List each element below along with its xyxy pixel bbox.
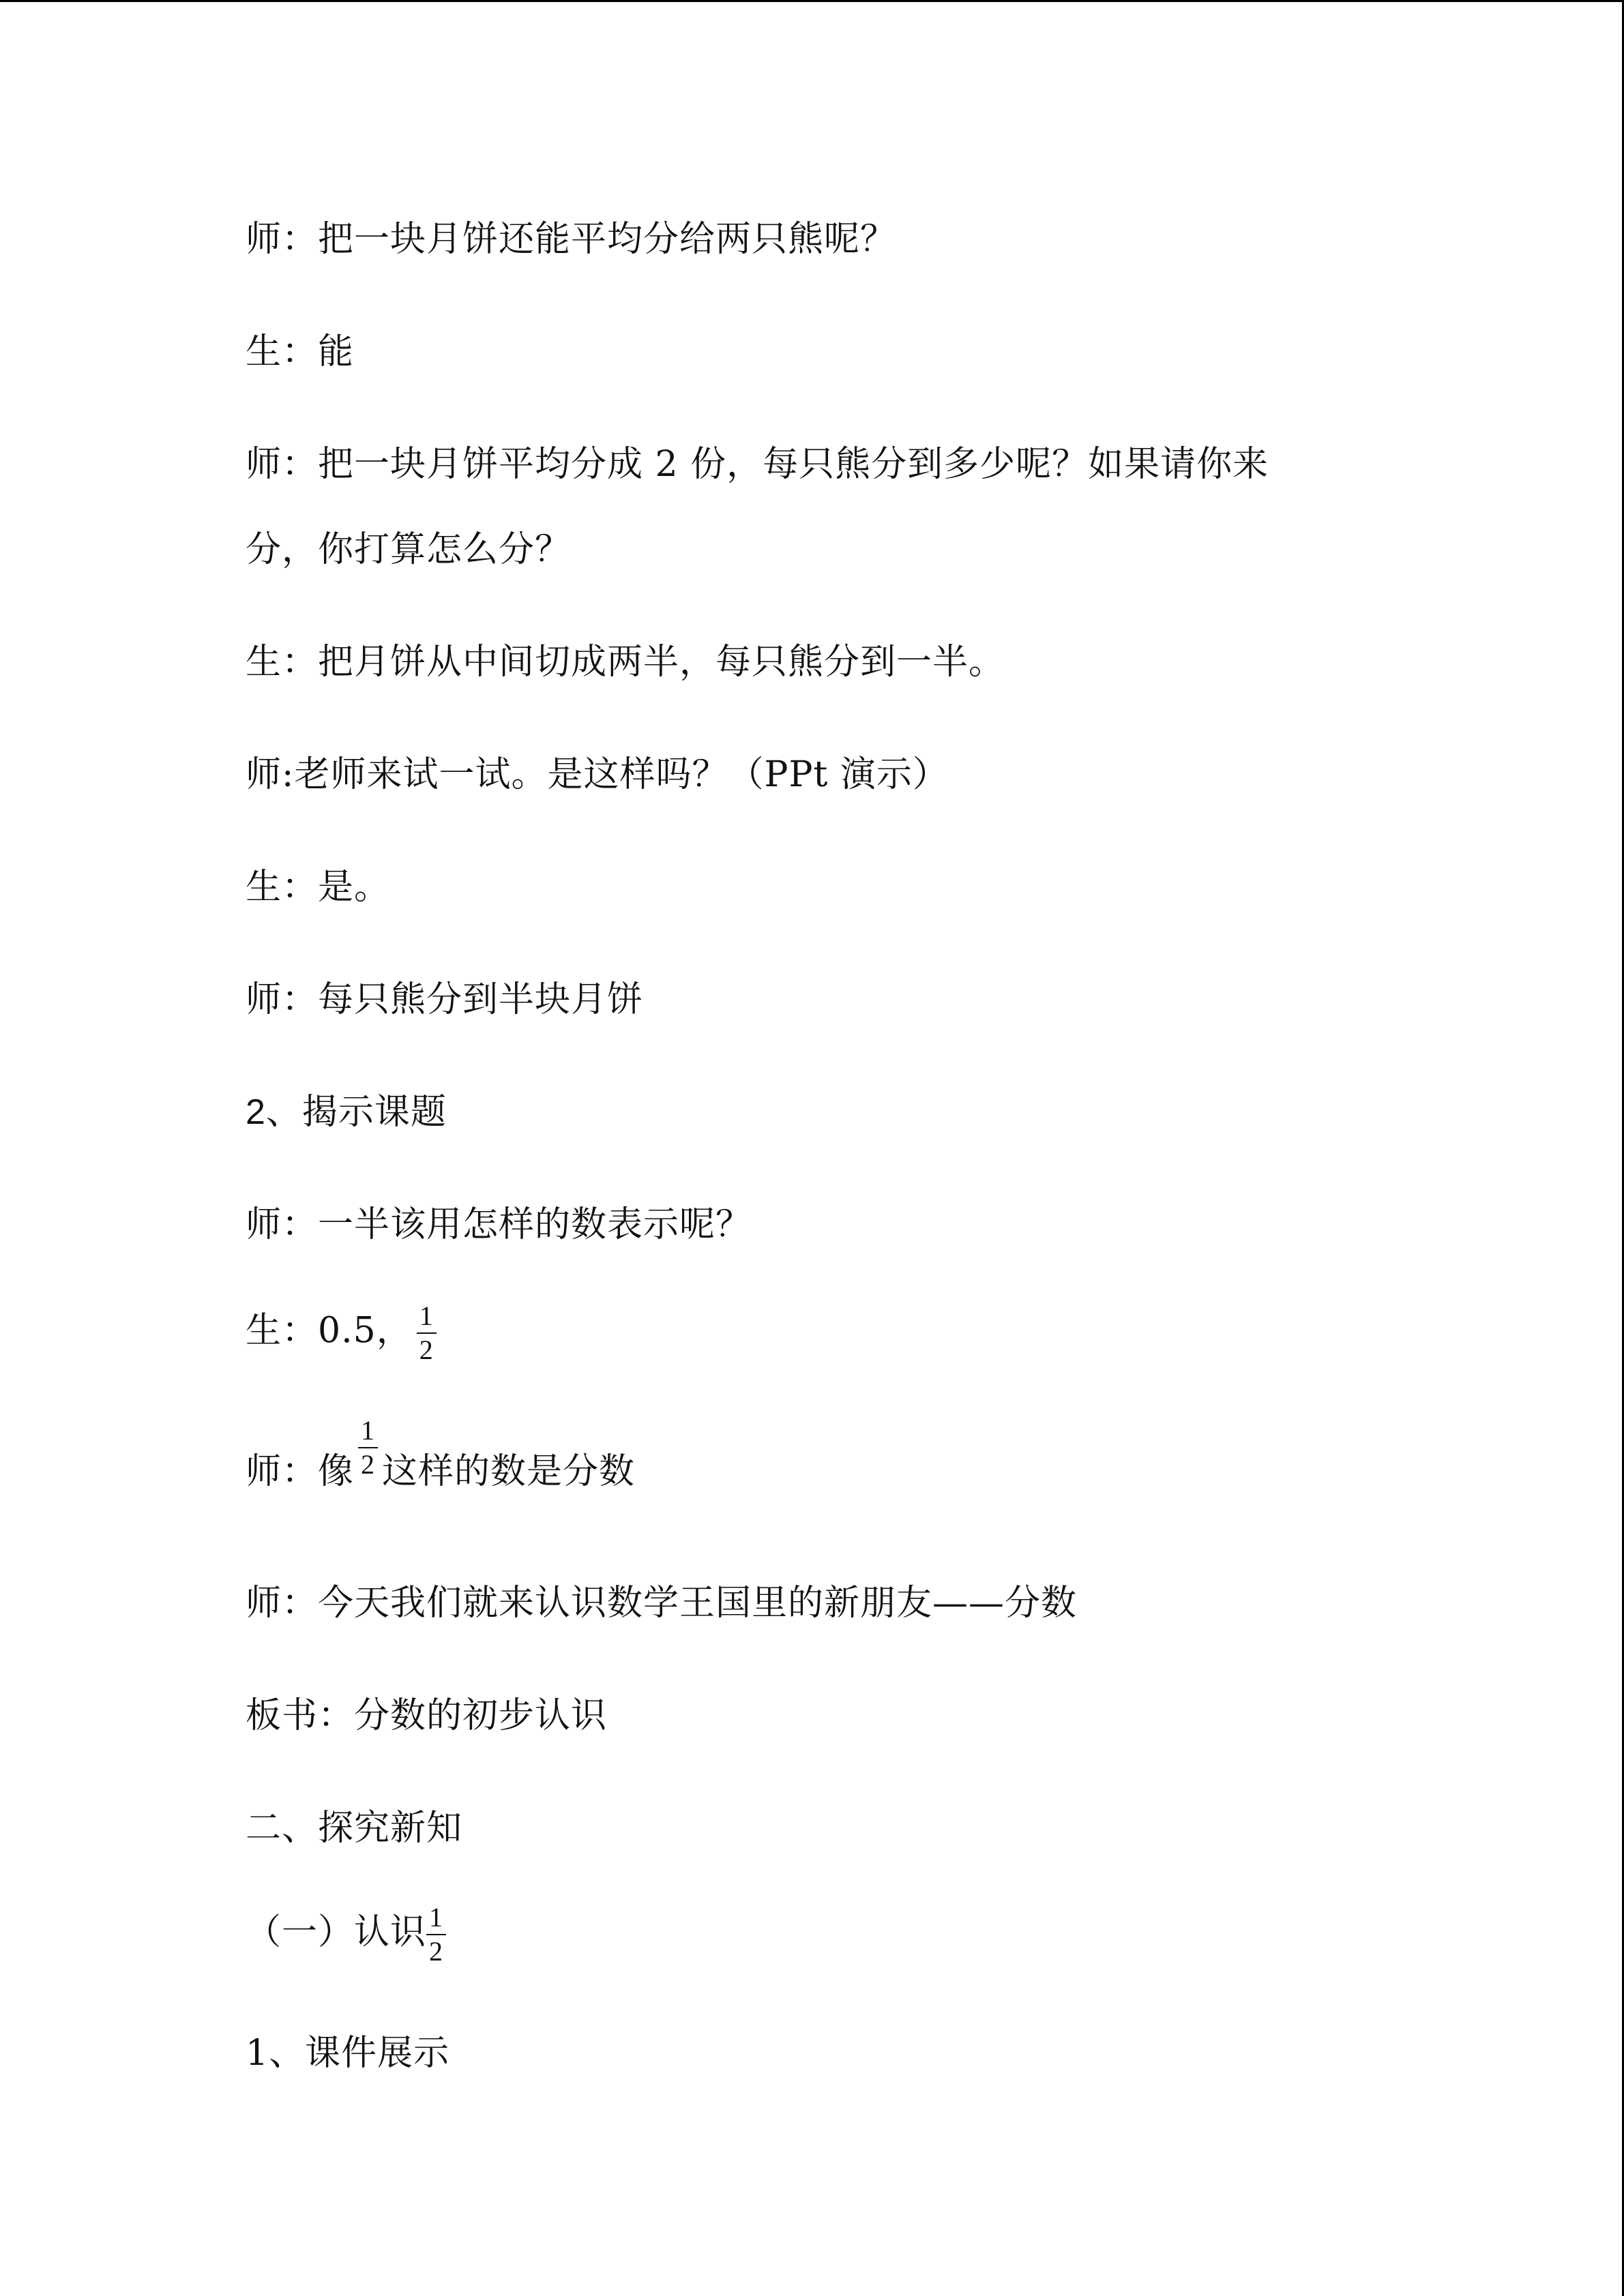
dialogue-line-5: 生：把月饼从中间切成两半，每只熊分到一半。 xyxy=(246,642,1005,683)
dialogue-line-12 xyxy=(246,1415,636,1492)
fraction-numerator: 1 xyxy=(358,1416,378,1448)
fraction-denominator: 2 xyxy=(429,1936,444,1967)
subsection-heading-text: （一）认识 xyxy=(246,1911,427,1953)
blackboard-line: 板书：分数的初步认识 xyxy=(246,1695,608,1736)
page-border-top xyxy=(0,0,1624,2)
section-heading-reveal-topic: 2、揭示课题 xyxy=(246,1092,447,1132)
subsection-heading-know-half xyxy=(246,1903,450,1967)
dialogue-line-11-text: 生：0.5， xyxy=(246,1310,413,1352)
dialogue-line-1: 师：把一块月饼还能平均分给两只熊呢？ xyxy=(246,219,897,260)
section-heading-explore: 二、探究新知 xyxy=(246,1808,463,1849)
fraction-denominator: 2 xyxy=(361,1449,376,1480)
dialogue-line-13: 师：今天我们就来认识数学王国里的新朋友——分数 xyxy=(246,1583,1078,1624)
dialogue-line-2: 生：能 xyxy=(246,331,355,372)
dialogue-line-7: 生：是。 xyxy=(246,867,391,908)
fraction-denominator: 2 xyxy=(419,1335,434,1365)
dialogue-line-11 xyxy=(246,1301,441,1365)
dialogue-line-12-prefix: 师：像 xyxy=(246,1451,355,1492)
fraction-one-half xyxy=(426,1903,446,1967)
fraction-one-half xyxy=(417,1301,437,1365)
dialogue-line-4: 分，你打算怎么分？ xyxy=(246,529,572,570)
dialogue-line-3: 师：把一块月饼平均分成 2 份，每只熊分到多少呢？如果请你来 xyxy=(246,444,1269,485)
step-heading-courseware: 1、课件展示 xyxy=(246,2033,450,2074)
fraction-numerator: 1 xyxy=(426,1903,446,1935)
fraction-one-half xyxy=(358,1416,378,1480)
fraction-numerator: 1 xyxy=(417,1301,437,1334)
dialogue-line-12-suffix: 这样的数是分数 xyxy=(382,1451,636,1492)
dialogue-line-6: 师:老师来试一试。是这样吗？（PPt 演示） xyxy=(246,754,949,795)
dialogue-line-8: 师：每只熊分到半块月饼 xyxy=(246,979,644,1020)
dialogue-line-10: 师：一半该用怎样的数表示呢？ xyxy=(246,1204,752,1245)
